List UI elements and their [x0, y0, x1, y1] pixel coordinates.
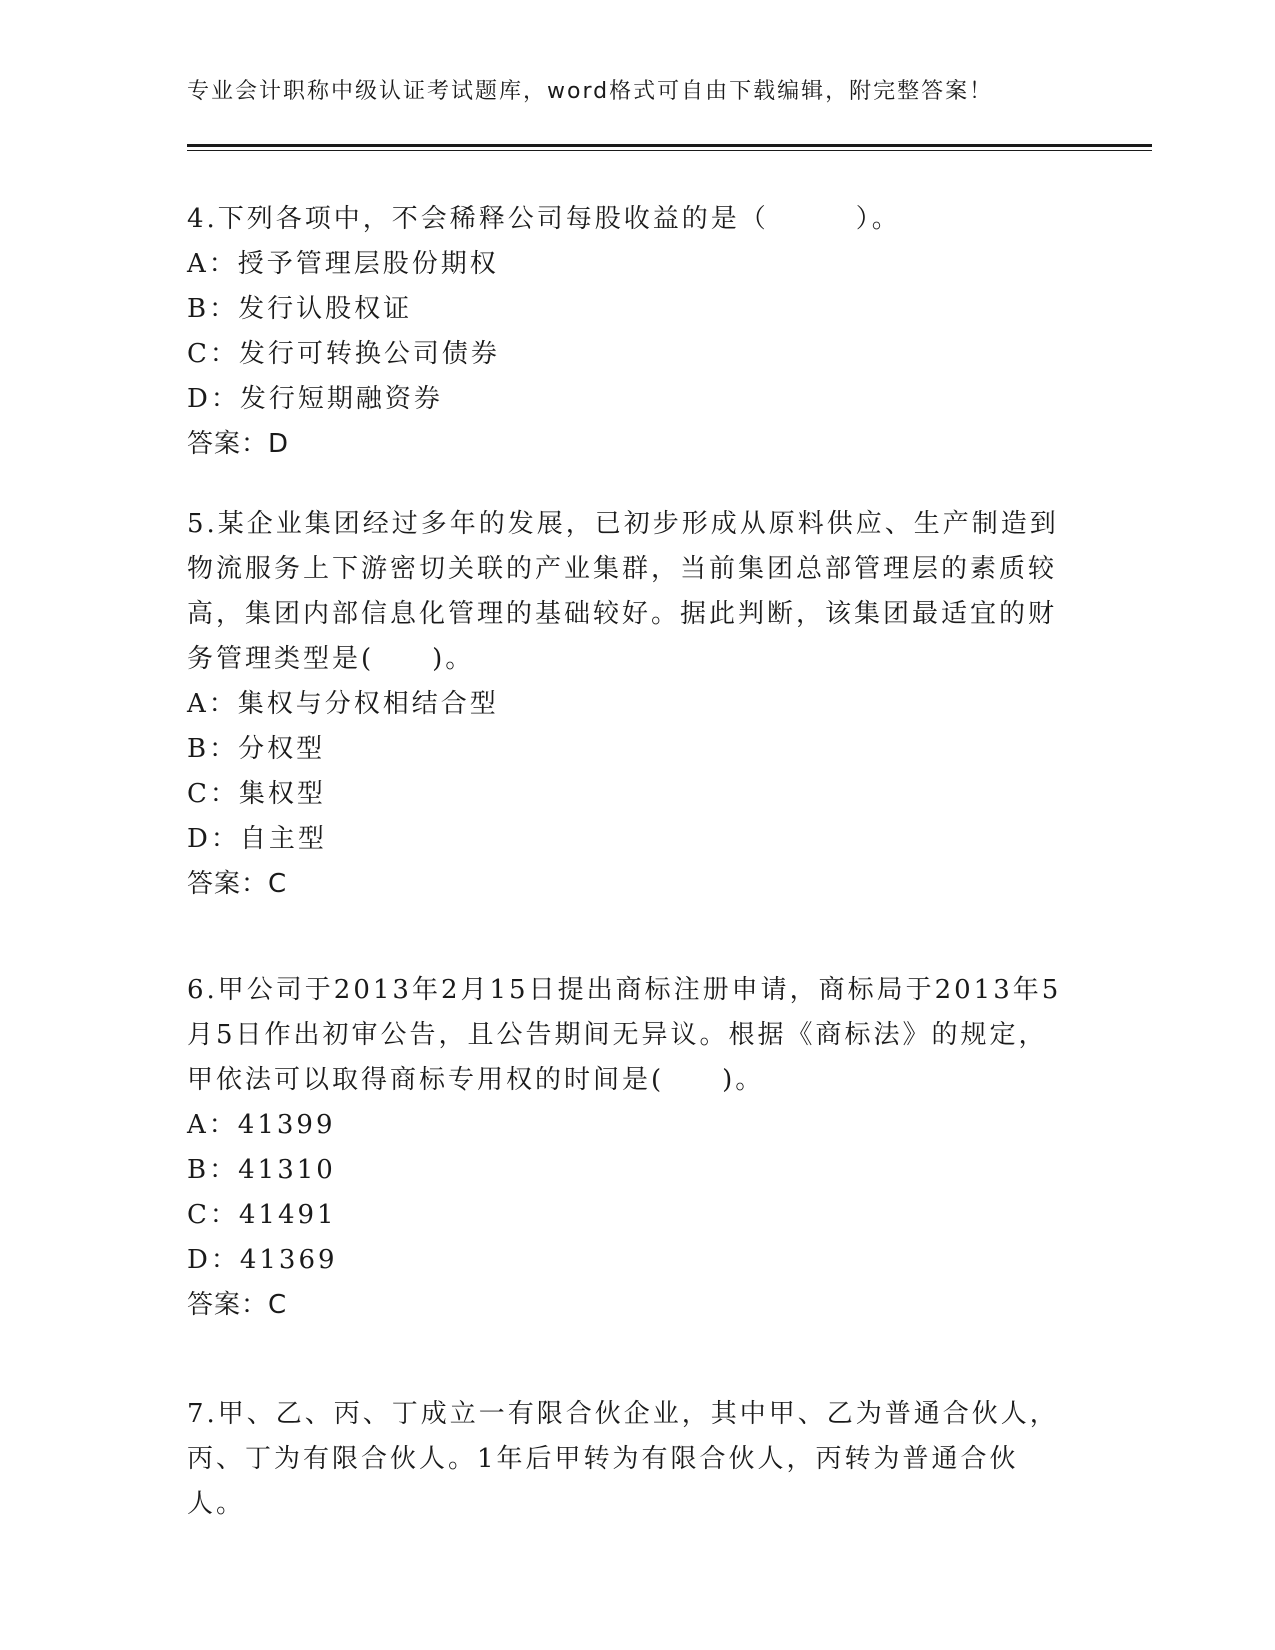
question-stem: 6.甲公司于2013年2月15日提出商标注册申请，商标局于2013年5月5日作出初审公告，且公告期间无异议。根据《商标法》的规定，甲依法可以取得商标专用权的时间是( )。	[187, 975, 1062, 1095]
option-b: B：分权型	[187, 734, 326, 764]
header-text: 专业会计职称中级认证考试题库，word格式可自由下载编辑，附完整答案！	[187, 79, 994, 104]
question-4	[187, 197, 1067, 467]
answer-line: 答案：D	[187, 429, 290, 459]
option-a: A：集权与分权相结合型	[187, 689, 499, 719]
answer-line: 答案：C	[187, 869, 288, 899]
answer-line: 答案：C	[187, 1290, 288, 1320]
option-a: A：授予管理层股份期权	[187, 249, 499, 279]
header-divider	[187, 144, 1152, 147]
question-stem: 7.甲、乙、丙、丁成立一有限合伙企业，其中甲、乙为普通合伙人，丙、丁为有限合伙人。1年后甲转为有限合伙人，丙转为普通合伙人。	[187, 1399, 1059, 1519]
header-divider-thin	[187, 150, 1152, 151]
question-5	[187, 502, 1067, 907]
question-stem: 5.某企业集团经过多年的发展，已初步形成从原料供应、生产制造到物流服务上下游密切关联的产业集群，当前集团总部管理层的素质较高，集团内部信息化管理的基础较好。据此判断，该集团最适宜的财务管理类型是( )。	[187, 509, 1059, 674]
option-d: D：发行短期融资券	[187, 384, 443, 414]
question-6	[187, 968, 1067, 1328]
option-b: B：41310	[187, 1155, 336, 1185]
option-c: C：发行可转换公司债券	[187, 339, 500, 369]
option-b: B：发行认股权证	[187, 294, 413, 324]
option-d: D：41369	[187, 1245, 338, 1275]
option-c: C：集权型	[187, 779, 326, 809]
question-7	[187, 1392, 1067, 1527]
option-d: D：自主型	[187, 824, 327, 854]
option-c: C：41491	[187, 1200, 337, 1230]
question-stem: 4.下列各项中，不会稀释公司每股收益的是（ ）。	[187, 204, 901, 234]
option-a: A：41399	[187, 1110, 336, 1140]
